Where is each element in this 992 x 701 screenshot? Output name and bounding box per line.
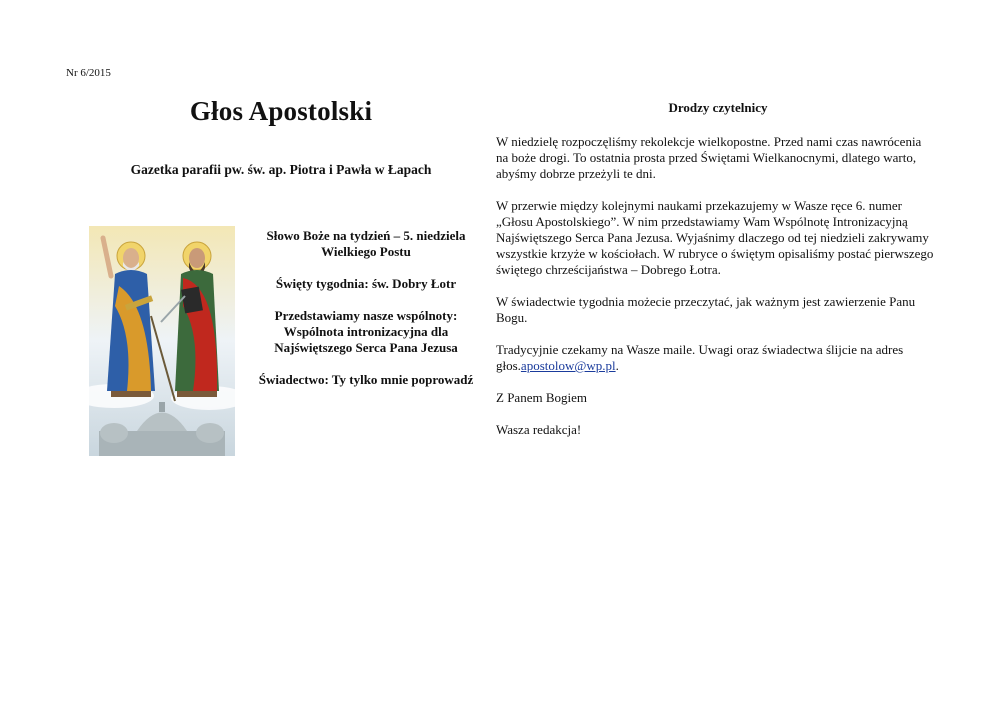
table-of-contents — [244, 228, 488, 404]
letter-paragraph — [496, 342, 936, 374]
letter-paragraph: W przerwie między kolejnymi naukami przekazujemy w Wasze ręce 6. numer „Głosu Apostolskiego”. W nim przedstawiamy Wam Wspólnotę Intronizacyjną Najświętszego Serca Pana Jezusa. Wyjaśnimy dlaczego od tej niedzieli zakrywamy wszystkie krzyże w kościołach. W rubryce o świętym opisaliśmy postać pierwszego świętego chrześcijaństwa – Dobrego Łotra. — [496, 198, 934, 277]
toc-item: Słowo Boże na tydzień – 5. niedziela Wielkiego Postu — [266, 228, 466, 259]
letter-signature: Wasza redakcja! — [496, 422, 582, 437]
letter-paragraph: W świadectwie tygodnia możecie przeczytać, jak ważnym jest zawierzenie Panu Bogu. — [496, 294, 916, 325]
toc-item: Świadectwo: Ty tylko mnie poprowadź — [258, 372, 474, 387]
letter-closing: Z Panem Bogiem — [496, 390, 587, 405]
newsletter-subtitle: Gazetka parafii pw. św. ap. Piotra i Pawła w Łapach — [130, 162, 432, 177]
toc-item: Przedstawiamy nasze wspólnoty: Wspólnota intronizacyjna dla Najświętszego Serca Pana Jezusa — [274, 308, 458, 355]
letter-text: . — [615, 358, 619, 373]
toc-item: Święty tygodnia: św. Dobry Łotr — [275, 276, 457, 291]
letter-text: Tradycyjnie czekamy na Wasze maile. Uwagi oraz świadectwa ślijcie na adres głos. — [496, 342, 904, 373]
editorial-letter — [496, 134, 936, 454]
letter-heading: Drodzy czytelnicy — [668, 100, 768, 115]
saints-peter-paul-image — [89, 226, 235, 456]
issue-number: Nr 6/2015 — [66, 67, 111, 79]
email-link[interactable]: apostolow@wp.pl — [520, 358, 616, 373]
newsletter-title: Głos Apostolski — [189, 96, 373, 126]
letter-paragraph: W niedzielę rozpoczęliśmy rekolekcje wielkopostne. Przed nami czas nawrócenia na boże drogi. To ostatnia prosta przed Świętami Wielkanocnymi, dlatego warto, abyśmy dobrze przeżyli te dni. — [496, 134, 922, 181]
